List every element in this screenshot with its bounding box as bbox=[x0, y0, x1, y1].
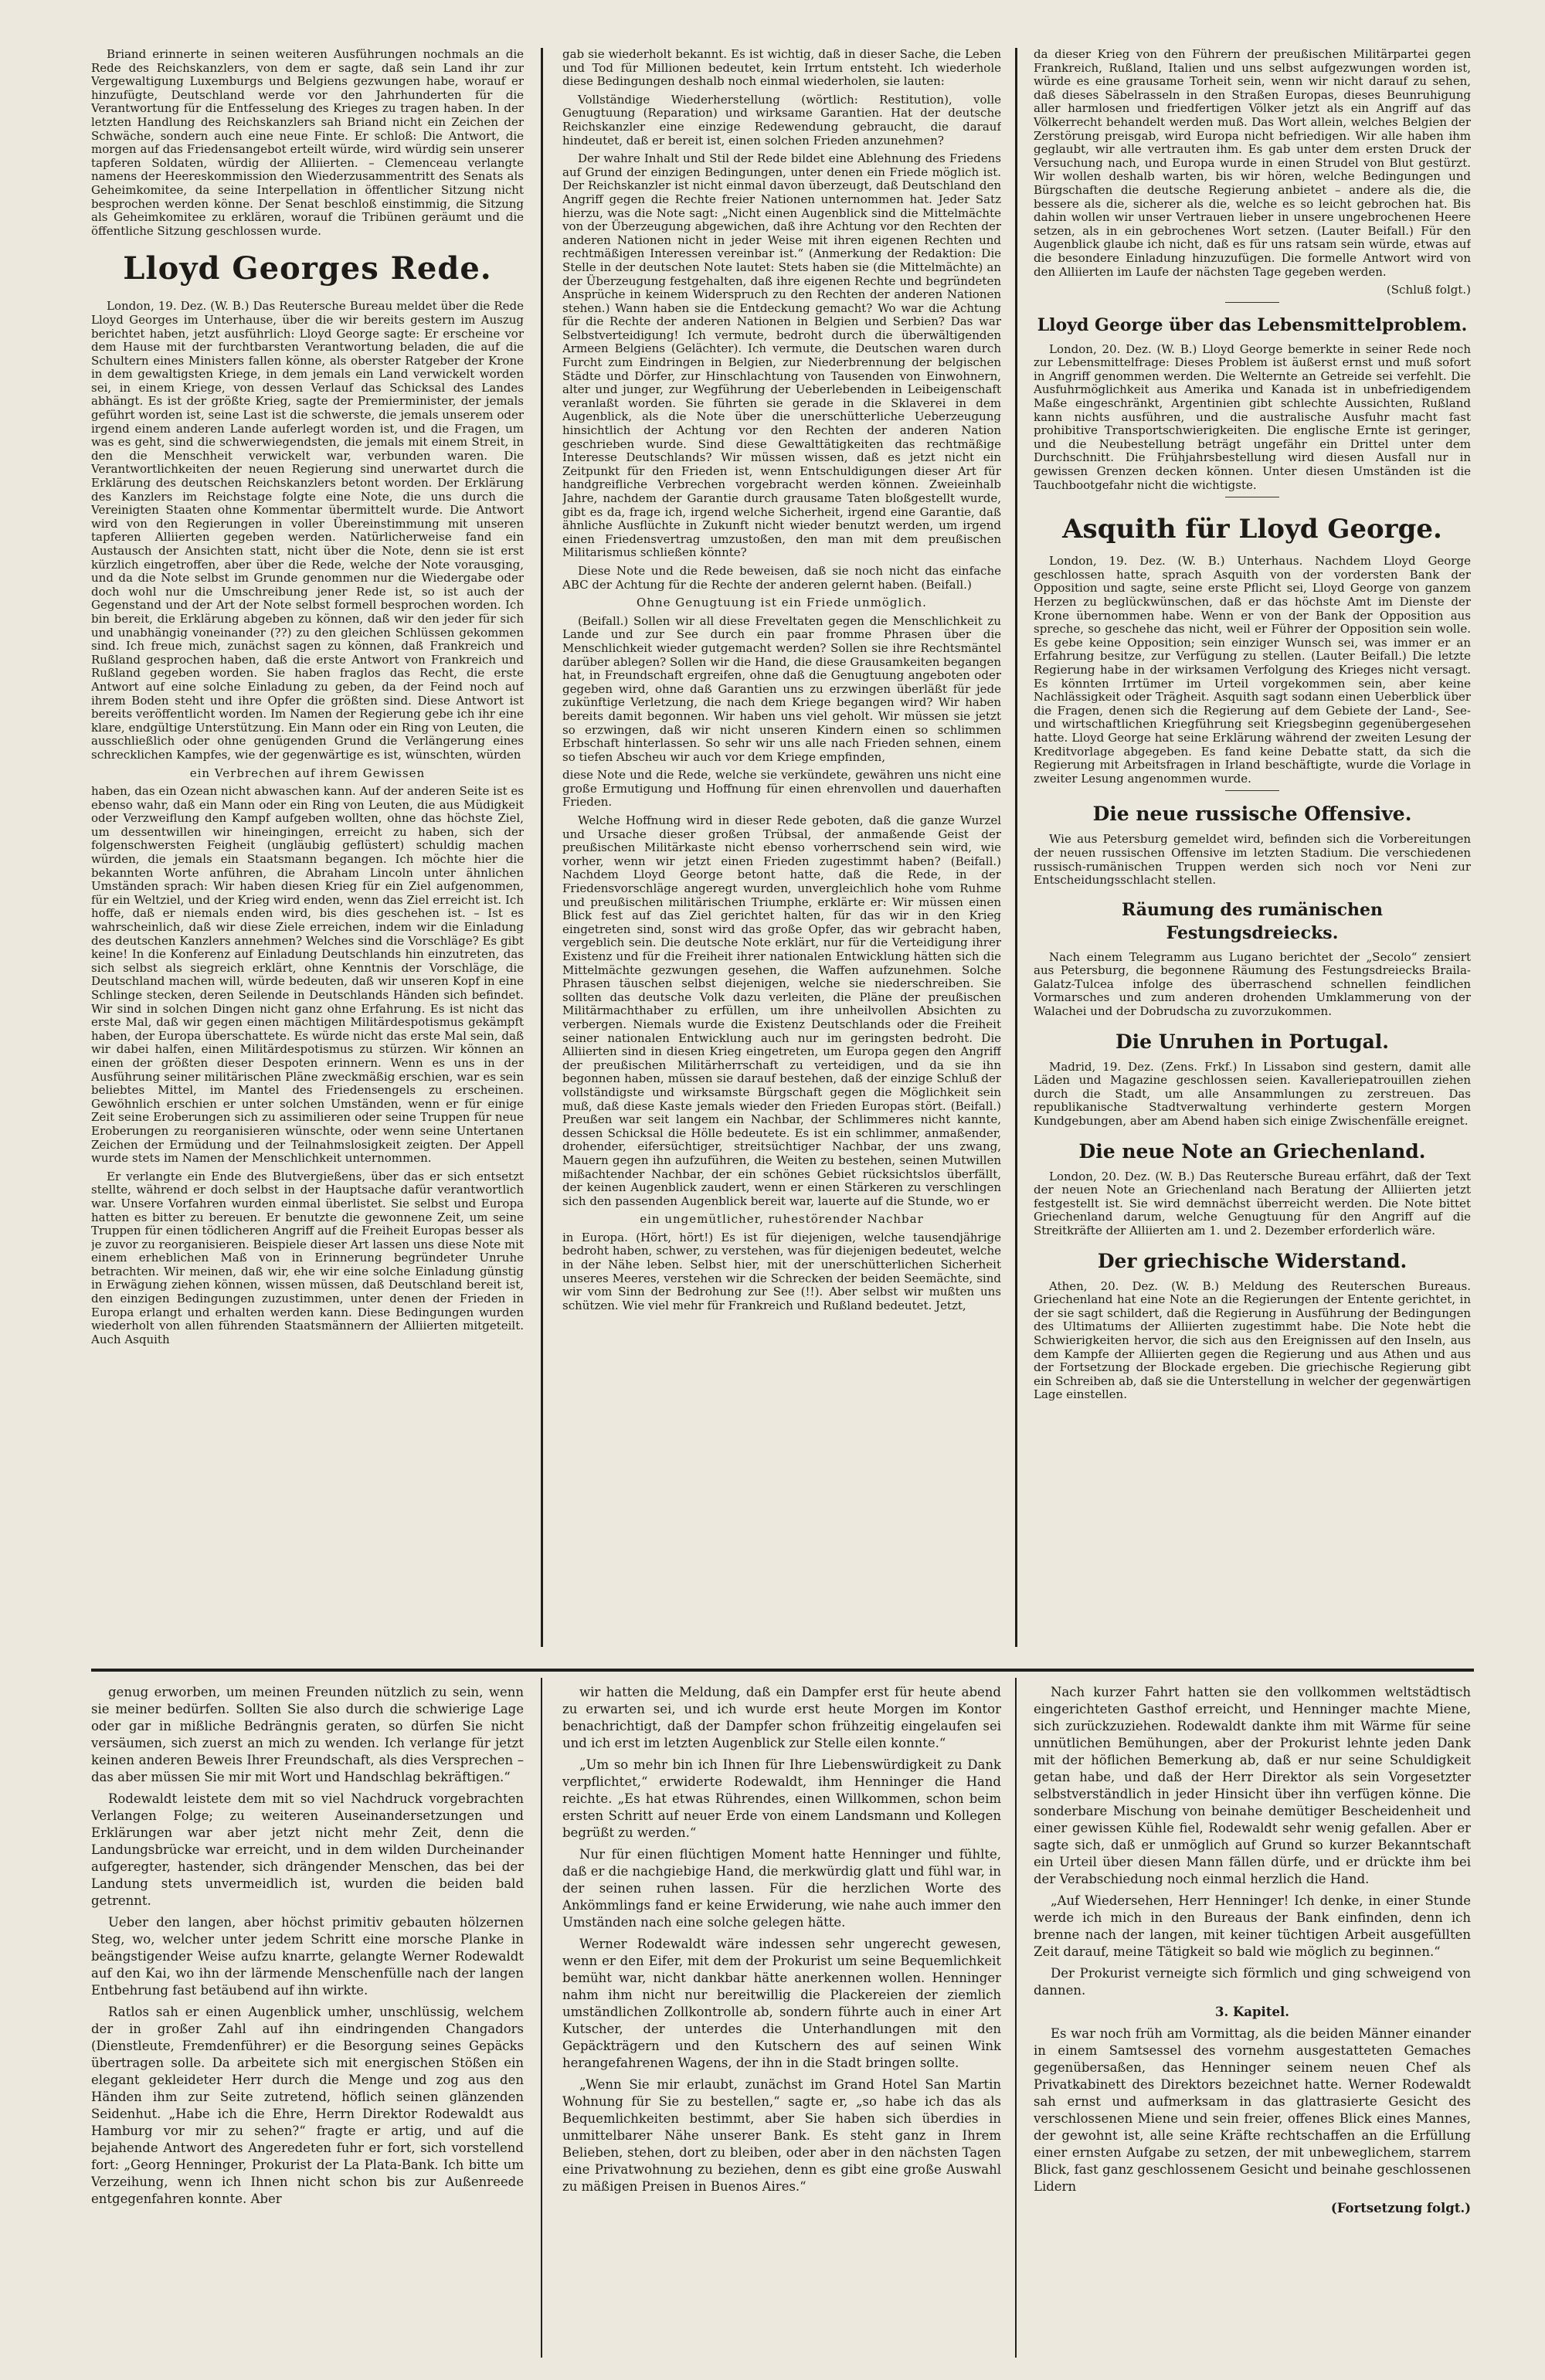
headline-lebensmittelproblem: Lloyd George über das Lebensmittelproblem. bbox=[1037, 314, 1468, 335]
novel-paragraph: Der Prokurist verneigte sich förmlich und ging schweigend von dannen. bbox=[1034, 1966, 1471, 1998]
divider bbox=[1225, 790, 1279, 791]
speech-paragraph: Welche Hoffnung wird in dieser Rede geboten, daß die ganze Wurzel und Ursache dieser großen Trübsal, der anmaßende Geist der preußischen Militärkaste nicht ebenso vorherrschend sein wird, wie vorher, wenn wir jetzt einen Frieden zugestimmt haben? (Beifall.) Nachdem Lloyd George betont hatte, daß die Rede, in der Friedensvorschläge angeregt wurden, unvergleichlich hohe vom Ruhme und preußischen militärischen Triumphe, erklärte er: Wir müssen einen Blick fest auf das Ziel gerichtet halten, für das wir in den Krieg eingetreten sind, sonst wird das große Opfer, das wir gebracht haben, vergeblich sein. Die deutsche Note erklärt, nur für die Verteidigung ihrer Existenz und für die Freiheit ihrer nationalen Entwicklung hätten sich die Mittelmächte gezwungen gesehen, die Waffen aufzunehmen. Solche Phrasen täuschen selbst diejenigen, welche sie niederschreiben. Sie sollten das deutsche Volk dazu verleiten, die Pläne der preußischen Militärmachthaber zu erfüllen, um ihre unheilvollen Absichten zu verbergen. Niemals wurde die Existenz Deutschlands oder die Freiheit seiner nationalen Entwicklung auch nur im geringsten bedroht. Die Alliierten sind in diesen Krieg eingetreten, um Europa gegen den Angriff der preußischen Militärherrschaft zu verteidigen, und da sie ihn begonnen haben, müssen sie darauf bestehen, daß der einzige Schluß der vollständigste und wirksamste Bürgschaft gegen die Möglichkeit sein muß, daß diese Kaste jemals wieder den Frieden Europas stört. (Beifall.) Preußen war seit langem ein Nachbar, der Schlimmeres nicht kannte, dessen Schicksal die Hölle bedeutete. Es ist ein schlimmer, anmaßender, drohender, eifersüchtiger, streitsüchtiger Nachbar, der uns zwang, Mauern gegen ihn aufzuführen, die Weiten zu bestehen, seinen Mutwillen mißachtender Nachbar, der ein schönes Gebiet rücksichtslos überfällt, der keinen Augenblick zaudert, wenn er einen Stärkeren zu verschlingen sich den passenden Augenblick bereit war, lauerte auf die Stunde, wo er bbox=[562, 813, 1001, 1208]
novel-paragraph: Rodewaldt leistete dem mit so viel Nachdruck vorgebrachten Verlangen Folge; zu weiteren Auseinandersetzungen und Erklärungen war aber jetzt nicht mehr Zeit, denn die Landungsbrücke war erreicht, und in dem wilden Durcheinander aufgeregter, hastender, sich drängender Menschen, das bei der Landung stets unvermeidlich ist, wurden die beiden bald getrennt. bbox=[91, 1791, 524, 1908]
novel-rule-left bbox=[541, 1678, 542, 2358]
speech-paragraph: Der wahre Inhalt und Stil der Rede bildet eine Ablehnung des Friedens auf Grund der einzigen Bedingungen, unter denen ein Friede möglich ist. Der Reichskanzler ist nicht einmal davon überzeugt, daß Deutschland den Angriff gegen die Rechte freier Nationen unternommen hat. Jeder Satz hierzu, was die Note sagt: „Nicht einen Augenblick sind die Mittelmächte von der Überzeugung abgewichen, daß ihre Achtung vor den Rechten der anderen Nationen nicht in jeder Weise mit ihren eigenen Rechten und rechtmäßigen Interessen vereinbar ist.“ (Anmerkung der Redaktion: Die Stelle in der deutschen Note lautet: Stets haben sie (die Mittelmächte) an der Überzeugung festgehalten, daß ihre eigenen Rechte und begründeten Ansprüche in keinem Widerspruch zu den Rechten der anderen Nationen stehen.) Wann haben sie die Entdeckung gemacht? Wo war die Achtung für die Rechte der anderen Nationen in Belgien und Serbien? Das war Selbstverteidigung! Ich vermute, bedroht durch die überwältigenden Armeen Belgiens (Gelächter). Ich vermute, die Deutschen waren durch Furcht zum Eindringen in Belgien, zur Niederbrennung der belgischen Städte und Dörfer, zur Hinschlachtung von Tausenden von Einwohnern, alter und junger, zur Wegführung der Ueberlebenden in Leibeigenschaft veranlaßt worden. Sie führten sie gerade in die Sklaverei in dem Augenblick, als die Note über die unerschütterliche Ueberzeugung hinsichtlich der Achtung vor den Rechten der anderen Nation geschrieben wurde. Sind diese Gewalttätigkeiten das rechtmäßige Interesse Deutschlands? Wir müssen wissen, daß es jetzt nicht ein Zeitpunkt für den Frieden ist, wenn Entschuldigungen dieser Art für handgreifliche Verbrechen vorgebracht werden können. Zweieinhalb Jahre, nachdem der Garantie durch grausame Taten bloßgestellt wurde, gibt es da, frage ich, irgend welche Sicherheit, irgend eine Garantie, daß ähnliche Ausflüchte in Zukunft nicht wieder benutzt werden, um irgend einen Friedensvertrag umzustoßen, den man mit dem preußischen Militarismus schließen könnte? bbox=[562, 151, 1001, 560]
novel-paragraph: Ratlos sah er einen Augenblick umher, unschlüssig, welchem der in großer Zahl auf ihn eindringenden Changadors (Dienstleute, Fremdenführer) er die Besorgung seines Gepäcks übertragen solle. Da arbeitete sich mit energischen Stößen ein elegant gekleideter Herr durch die Menge und zog aus den Händen ihm zur Seite zutretend, höflich seinen glänzenden Seidenhut. „Habe ich die Ehre, Herrn Direktor Rodewaldt aus Hamburg vor mir zu sehen?“ fragte er artig, und auf die bejahende Antwort des Angeredeten fuhr er fort, sich vorstellend fort: „Georg Henninger, Prokurist der La Plata-Bank. Ich bitte um Verzeihung, wenn ich Ihnen nicht schon bis zur Außenreede entgegenfahren konnte. Aber bbox=[91, 2005, 524, 2206]
article-paragraph: Madrid, 19. Dez. (Zens. Frkf.) In Lissabon sind gestern, damit alle Läden und Magazine geschlossen seien. Kavalleriepatrouillen ziehen durch die Stadt, um alle Ansammlungen zu zerstreuen. Das republikanische Stadtverwaltung verhinderte gestern Morgen Kundgebungen, aber am Abend haben sich einige Zwischenfälle ereignet. bbox=[1034, 1059, 1471, 1129]
novel-column-1 bbox=[91, 1684, 524, 2348]
headline-griechischer-widerstand: Der griechische Widerstand. bbox=[1097, 1249, 1407, 1272]
column-rule-right bbox=[1015, 48, 1017, 1647]
article-paragraph: London, 19. Dez. (W. B.) Unterhaus. Nachdem Lloyd George geschlossen hatte, sprach Asquith von der vordersten Bank der Opposition und sagte, seine erste Pflicht sei, Lloyd George von ganzem Herzen zu beglückwünschen, daß er das höchste Amt im Dienste der Krone übernommen habe. Wenn er von der Bank der Opposition aus spreche, so geschehe das nicht, weil er Führer der Opposition sein wolle. Es gebe keine Opposition; sein einziger Wunsch sei, was immer er an Erfahrung besitze, zur Verfügung zu stellen. (Lauter Beifall.) Die letzte Regierung habe in der wirksamen Verfolgung des Krieges nicht versagt. Es könnten Irrtümer im Urteil vorgekommen sein, aber keine Nachlässigkeit oder Trägheit. Asquith sagt sodann einen Ueberblick über die Fragen, denen sich die Regierung auf dem Gebiete der Land-, See- und wirtschaftlichen Kriegführung seit Kriegsbeginn gegenübergesehen hatte. Lloyd George hat seine Erklärung während der zweiten Lesung der Kreditvorlage abgegeben. Es fand keine Debatte statt, da sich die Regierung mit Arbeitsfragen in Irland beschäftigte, wurde die Vorlage in zweiter Lesung angenommen wurde. bbox=[1034, 554, 1471, 786]
column-3 bbox=[1034, 48, 1471, 1655]
lloyd-george-paragraph: haben, das ein Ozean nicht abwaschen kann. Auf der anderen Seite ist es ebenso wahr, daß ein Mann oder ein Ring von Leuten, die aus Müdigkeit oder Verzweiflung den Kampf aufgeben wollten, ohne das höchste Ziel, um dessentwillen wir hineingingen, erreicht zu haben, sich der folgenschwersten Feigheit (ungläubig geflüstert) schuldig machen würden, die jemals ein Staatsmann begangen. Ich möchte hier die bekannten Worte anführen, die Abraham Lincoln unter ähnlichen Umständen sprach: Wir haben diesen Krieg für ein Ziel aufgenommen, für ein Weltziel, und der Krieg wird enden, wenn das Ziel erreicht ist. Ich hoffe, daß er niemals enden wird, bis dies geschehen ist. – Ist es wahrscheinlich, daß wir diese Ziele erreichen, indem wir die Einladung des deutschen Kanzlers annehmen? Welches sind die Vorschläge? Es gibt keine! In die Konferenz auf Einladung Deutschlands hin einzutreten, das sich selbst als siegreich erklärt, ohne Kenntnis der Vorschläge, die Deutschland machen will, würde bedeuten, daß wir unseren Kopf in eine Schlinge stecken, deren Seilende in Deutschlands Händen sich befindet. Wir sind in solchen Dingen nicht ganz ohne Erfahrung. Es ist nicht das erste Mal, daß wir gegen einen mächtigen Militärdespotismus gekämpft haben, der Europa überschattete. Es würde nicht das erste Mal sein, daß wir dabei halfen, einen Militärdespotismus zu stürzen. Wir können an einen der größten dieser Despoten erinnern. Wenn es uns in der Ausführung seiner militärischen Pläne zweckmäßig erschien, war es sein beliebtes Mittel, im Mantel des Friedensengels zu erscheinen. Gewöhnlich erschien er unter solchen Umständen, wenn er für einige Zeit seine Eroberungen sich zu assimilieren oder seine Truppen für neue Eroberungen zu reorganisieren wünschte, oder wenn seine Untertanen Zeichen der Ermüdung und der Teilnahmslosigkeit zeigten. Der Appell wurde stets im Namen der Menschlichkeit unternommen. bbox=[91, 784, 524, 1166]
fortsetzung-folgt: (Fortsetzung folgt.) bbox=[1330, 2201, 1471, 2215]
feuilleton-rule bbox=[91, 1669, 1474, 1672]
novel-paragraph: Werner Rodewaldt wäre indessen sehr ungerecht gewesen, wenn er den Eifer, mit dem der Prokurist um seine Bequemlichkeit bemüht war, nicht dankbar hätte anerkennen wollen. Henninger nahm ihm nicht nur bereitwillig die Plackereien der ziemlich umständlichen Zollkontrolle ab, sondern führte auch in einer Art Kutscher, der unterdes die Unterhandlungen mit den Gepäckträgern und den Kutschern des auf seinen Wink herangefahrenen Wagens, der ihn in die Stadt bringen sollte. bbox=[562, 1937, 1001, 2070]
novel-paragraph: Ueber den langen, aber höchst primitiv gebauten hölzernen Steg, wo, welcher unter jedem Schritt eine morsche Planke in beängstigender Weise aufzu knarrte, gelangte Werner Rodewaldt auf den Kai, wo ihn der lärmende Menschenfülle nach der langen Entbehrung fast betäubend auf ihn wirkte. bbox=[91, 1915, 524, 1998]
schluss-folgt: (Schluß folgt.) bbox=[1386, 283, 1471, 297]
novel-paragraph: „Wenn Sie mir erlaubt, zunächst im Grand Hotel San Martin Wohnung für Sie zu bestellen,“ sagte er, „so habe ich das als Bequemlichkeiten bestimmt, aber Sie haben sich überdies in unmittelbarer Nähe unserer Bank. Es steht ganz in Ihrem Belieben, stehen, dort zu bleiben, oder aber in den nächsten Tagen eine Privatwohnung zu beziehen, denn es gibt eine große Auswahl zu mäßigen Preisen in Buenos Aires.“ bbox=[562, 2077, 1001, 2194]
subheading-nachbar: ein ungemütlicher, ruhestörender Nachbar bbox=[640, 1212, 924, 1227]
novel-paragraph: „Auf Wiedersehen, Herr Henninger! Ich denke, in einer Stunde werde ich mich in den Bureaus der Bank einfinden, denn ich brenne nach der langen, mit keiner tüchtigen Arbeit ausgefüllten Zeit darauf, meine Tätigkeit so bald wie möglich zu beginnen.“ bbox=[1034, 1893, 1471, 1959]
headline-lloyd-georges-rede: Lloyd Georges Rede. bbox=[123, 250, 492, 287]
speech-paragraph: in Europa. (Hört, hört!) Es ist für diejenigen, welche tausendjährige bedroht haben, schwer, zu verstehen, was für diejenigen bedeutet, welche in der Nähe leben. Selbst hier, mit der unerschütterlichen Sicherheit unseres Meeres, verstehen wir die Schrecken der beiden Seemächte, sind wir vom Sinn der Bedrohung zur See (!!). Aber selbst wir mußten uns schützen. Wie viel mehr für Frankreich und Rußland bedeutet. Jetzt, bbox=[562, 1230, 1001, 1312]
briand-paragraph: Briand erinnerte in seinen weiteren Ausführungen nochmals an die Rede des Reichskanzlers, von dem er sagte, daß sein Land ihr zur Vergewaltigung Luxemburgs und Belgiens gezwungen habe, worauf er hinzufügte, Deutschland werde vor den Jahrhunderten für die Verantwortung für die Entfesselung des Krieges zu tragen haben. In der letzten Handlung des Reichskanzlers sah Briand nicht ein Zeichen der Schwäche, sondern auch eine neue Finte. Er schloß: Die Antwort, die morgen auf das Friedensangebot erteilt würde, wird würdig sein unserer tapferen Soldaten, würdig der Alliierten. – Clemenceau verlangte namens der Heereskommission den Wiederzusammentritt des Senats als Geheimkomitee, da seine Interpellation in öffentlicher Sitzung nicht besprochen werden könne. Der Senat beschloß einstimmig, die Sitzung als Geheimkomitee zu erklären, worauf die Tribünen geräumt und die öffentliche Sitzung geschlossen wurde. bbox=[91, 48, 524, 238]
speech-paragraph: (Beifall.) Sollen wir all diese Freveltaten gegen die Menschlichkeit zu Lande und zur See durch ein paar fromme Phrasen über die Menschlichkeit wieder gutgemacht werden? Sollen sie ihre Rechtsmäntel darüber ablegen? Sollen wir die Hand, die diese Grausamkeiten begangen hat, in Freundschaft ergreifen, ohne daß die Genugtuung angeboten oder gegeben wird, ohne daß Garantien uns zu erzwingen überläßt für jede zukünftige Verletzung, die nach dem Kriege begangen wird? Wir haben bereits damit begonnen. Wir haben uns viel geholt. Wir müssen sie jetzt so erzwingen, daß wir nicht unseren Kindern einen so schlimmen Erbschaft hinterlassen. So sehr wir uns alle nach Frieden sehnen, einem so tiefen Abscheu wir auch vor dem Kriege empfinden, bbox=[562, 613, 1001, 764]
article-paragraph: Nach einem Telegramm aus Lugano berichtet der „Secolo“ zensiert aus Petersburg, die begonnene Räumung des Festungsdreiecks Braila-Galatz-Tulcea infolge des überraschend schnellen feindlichen Vormarsches und zum anderen drohenden Umklammerung von der Walachei und der Dobrudscha zu zuvorzukommen. bbox=[1034, 949, 1471, 1019]
novel-paragraph: Nur für einen flüchtigen Moment hatte Henninger und fühlte, daß er die nachgiebige Hand, die merkwürdig glatt und fühl war, in der seinen ruhen lassen. Für die herzlichen Worte des Ankömmlings fand er keine Erwiderung, wie nahe auch immer den Umständen nach eine solche gelegen hätte. bbox=[562, 1847, 1001, 1930]
divider bbox=[1225, 302, 1279, 303]
subheading-verbrechen: ein Verbrechen auf ihrem Gewissen bbox=[189, 766, 426, 780]
novel-column-2 bbox=[562, 1684, 1001, 2348]
speech-paragraph: diese Note und die Rede, welche sie verkündete, gewähren uns nicht eine große Ermutigung und Hoffnung für einen ehrenvollen und dauerhaften Frieden. bbox=[562, 768, 1001, 810]
headline-asquith: Asquith für Lloyd George. bbox=[1062, 514, 1442, 545]
article-paragraph: Wie aus Petersburg gemeldet wird, befinden sich die Vorbereitungen der neuen russischen Offensive im letzten Stadium. Die verschiedenen russisch-rumänischen Truppen werden sich noch vor Neni zur Entscheidungsschlacht stellen. bbox=[1034, 832, 1471, 888]
column-2 bbox=[562, 48, 1001, 1655]
novel-paragraph: wir hatten die Meldung, daß ein Dampfer erst für heute abend zu erwarten sei, und ich wurde erst heute Morgen im Kontor benachrichtigt, daß der Dampfer schon frühzeitig eingelaufen sei und ich erst im letzten Augenblick zur Stelle eilen konnte.“ bbox=[562, 1685, 1001, 1750]
speech-paragraph: Diese Note und die Rede beweisen, daß sie noch nicht das einfache ABC der Achtung für die Rechte der anderen gelernt haben. (Beifall.) bbox=[562, 563, 1001, 592]
headline-festungsdreieck: Räumung des rumänischen Festungsdreiecks. bbox=[1121, 899, 1383, 943]
headline-russische-offensive: Die neue russische Offensive. bbox=[1092, 803, 1412, 826]
novel-paragraph: genug erworben, um meinen Freunden nützlich zu sein, wenn sie meiner bedürfen. Sollten Sie also durch die schwierige Lage oder gar in mißliche Bedrängnis geraten, so dürfen Sie nicht versäumen, sich zuerst an mich zu wenden. Ich verlange für jetzt keinen anderen Beweis Ihrer Freundschaft, als dies Versprechen – das aber müssen Sie mir mit Wort und Handschlag bekräftigen.“ bbox=[91, 1685, 524, 1784]
speech-paragraph: da dieser Krieg von den Führern der preußischen Militärpartei gegen Frankreich, Rußland, Italien und uns selbst aufgezwungen worden ist, würde es eine grausame Torheit sein, wenn wir nicht darauf zu sehen, daß dieses Säbelrasseln in den Straßen Europas, dieses Beunruhigung aller harmlosen und friedfertigen Völker jetzt als ein Angriff auf das Völkerrecht behandelt werden muß. Das Wort allein, welches Belgien der Zerstörung preisgab, wird Europa nicht befriedigen. Wir alle haben ihm geglaubt, wir alle vertrauten ihm. Es gab unter dem ersten Druck der Versuchung nach, und Europa wurde in einen Strudel von Blut gestürzt. Wir wollen deshalb warten, bis wir hören, welche Bedingungen und Bürgschaften die deutsche Regierung anbietet – andere als die, die bessere als die, sicherer als die, welche es so leicht gebrochen hat. Bis dahin wollen wir unser Vertrauen lieber in unsere ungebrochenen Heere setzen, als in ein gebrochenes Wort setzen. (Lauter Beifall.) Für den Augenblick glaube ich nicht, daß es für uns ratsam sein würde, etwas auf die besondere Einladung hinzuzufügen. Die formelle Antwort wird von den Alliierten im Laufe der nächsten Tage gegeben werden. bbox=[1034, 48, 1471, 279]
speech-paragraph: Vollständige Wiederherstellung (wörtlich: Restitution), volle Genugtuung (Reparation) und wirksame Garantien. Hat der deutsche Reichskanzler eine einzige Redewendung gebraucht, die darauf hindeutet, daß er bereit ist, einen solchen Frieden anzunehmen? bbox=[562, 92, 1001, 148]
headline-note-griechenland: Die neue Note an Griechenland. bbox=[1078, 1139, 1426, 1163]
chapter-heading: 3. Kapitel. bbox=[1215, 2005, 1289, 2019]
article-paragraph: Athen, 20. Dez. (W. B.) Meldung des Reuterschen Bureaus. Griechenland hat eine Note an die Regierungen der Entente gerichtet, in der sie sagt schildert, daß die Regierung in Ausführung der Bedingungen des Ultimatums der Alliierten zugestimmt habe. Die Note hebt die Schwierigkeiten hervor, die sich aus den Ereignissen auf den Inseln, aus dem Kampfe der Alliierten gegen die Regierung und aus Athen und aus der Fortsetzung der Blockade ergeben. Die griechische Regierung gibt ein Schreiben ab, daß sie die Unterstellung in welcher der gegenwärtigen Lage einstellen. bbox=[1034, 1278, 1471, 1402]
novel-paragraph: Es war noch früh am Vormittag, als die beiden Männer einander in einem Samtsessel des vornehm ausgestatteten Gemaches gegenübersaßen, das Henninger seinem neuen Chef als Privatkabinett des Direktors bezeichnet hatte. Werner Rodewaldt sah ernst und aufmerksam in das glattrasierte Gesicht des verschlossenen Miene und sein freier, offenes Blick eines Mannes, der gewohnt ist, alle seine Kräfte rechtschaffen an die Erfüllung einer ernsten Aufgabe zu setzen, der mit unbeweglichem, starrem Blick, fast ganz geschlossenem Gesicht und beinahe geschlossenen Lidern bbox=[1034, 2026, 1471, 2194]
column-rule-left bbox=[541, 48, 543, 1647]
speech-paragraph: gab sie wiederholt bekannt. Es ist wichtig, daß in dieser Sache, die Leben und Tod für Millionen bedeutet, kein Irrtum entsteht. Ich wiederhole diese Bedingungen deshalb noch einmal wiederholen, sie lauten: bbox=[562, 48, 1001, 89]
article-paragraph: London, 20. Dez. (W. B.) Lloyd George bemerkte in seiner Rede noch zur Lebensmittelfrage: Dieses Problem ist äußerst ernst und muß sofort in Angriff genommen werden. Die Welternte an Getreide sei verfehlt. Die Ausfuhrmöglichkeit aus Amerika und Kanada ist in unbefriedigendem Maße eingeschränkt, Argentinien gibt schlechte Aussichten, Rußland kann nichts ausführen, und die australische Ausfuhr macht fast prohibitive Transportschwierigkeiten. Die englische Ernte ist geringer, und die Neubestellung beträgt ungefähr ein Drittel unter dem Durchschnitt. Die Frühjahrsbestellung wird diesen Ausfall nur in gewissen Grenzen decken können. Unter diesen Umständen ist die Tauchbootgefahr nicht die wichtigste. bbox=[1034, 341, 1471, 492]
novel-rule-right bbox=[1015, 1678, 1017, 2358]
subheading-genugtuung: Ohne Genugtuung ist ein Friede unmöglich. bbox=[637, 596, 927, 610]
novel-column-3 bbox=[1034, 1684, 1471, 2348]
lloyd-george-paragraph: London, 19. Dez. (W. B.) Das Reutersche Bureau meldet über die Rede Lloyd Georges im Unterhause, über die wir bereits gestern im Auszug berichtet haben, jetzt ausführlich: Lloyd George sagte: Er erscheine vor dem Hause mit der furchtbarsten Verantwortung beladen, die auf die Schultern eines Ministers fallen könne, als oberster Ratgeber der Krone in dem gewaltigsten Kriege, in dem jemals ein Land verwickelt worden sei, in einem Kriege, von dessen Verlauf das Schicksal des Landes abhängt. Es ist der größte Krieg, sagte der Premierminister, der jemals geführt worden ist, seine Last ist die schwerste, die jemals unserem oder irgend einem anderen Lande auferlegt worden ist, und die Fragen, um was es geht, sind die schwerwiegendsten, die jemals mit einem Streit, in den die Menschheit verwickelt war, verbunden waren. Die Verantwortlichkeiten der neuen Regierung sind unerwartet durch die Erklärung des deutschen Reichskanzlers betont worden. Der Erklärung des Kanzlers im Reichstage folgte eine Note, die uns durch die Vereinigten Staaten ohne Kommentar übermittelt wurde. Die Antwort wird von den Regierungen in voller Übereinstimmung mit unseren tapferen Alliierten gegeben werden. Natürlicherweise fand ein Austausch der Ansichten statt, nicht über die Note, denn sie ist erst kürzlich eingetroffen, aber über die Rede, welche der Note vorausging, und da die Note selbst im Grunde genommen nur die Wiedergabe oder doch wohl nur die Umschreibung jener Rede ist, so ist auch der Gegenstand und der Art der Note selbst formell besprochen worden. Ich bin bereit, die Erklärung abgeben zu können, daß wir den jeder für sich und unabhängig voneinander (??) zu den gleichen Schlüssen gekommen sind. Ich freue mich, zunächst sagen zu können, daß Frankreich und Rußland gesprochen haben, daß die erste Antwort von Frankreich und Rußland gegeben worden. Sie haben fraglos das Recht, die erste Antwort auf eine solche Einladung zu geben, da der Feind noch auf ihrem Boden steht und ihre Opfer die größten sind. Diese Antwort ist bereits veröffentlicht worden. Im Namen der Regierung gebe ich ihr eine klare, endgültige Unterstützung. Ein Mann oder ein Ring von Leuten, die ausschließlich oder ohne genügenden Grund die Verlängerung eines schrecklichen Kampfes, wie der gegenwärtige es ist, wünschten, würden bbox=[91, 299, 524, 762]
lloyd-george-paragraph: Er verlangte ein Ende des Blutvergießens, über das er sich entsetzt stellte, während er doch selbst in der Hauptsache dafür verantwortlich war. Unsere Vorfahren wurden einmal überlistet. Sie selbst und Europa hatten es bitter zu bereuen. Er benutzte die gewonnene Zeit, um seine Truppen für einen tödlicheren Angriff auf die Freiheit Europas besser als je zuvor zu reorganisieren. Beispiele dieser Art lassen uns diese Note mit einem erheblichen Maß von in Erinnerung begründeter Unruhe betrachten. Wir meinen, daß wir, ehe wir eine solche Einladung günstig in Erwägung ziehen können, wissen müssen, daß Deutschland bereit ist, den einzigen Bedingungen zuzustimmen, unter denen der Frieden in Europa erlangt und erhalten werden kann. Diese Bedingungen wurden wiederholt von allen führenden Staatsmännern der Alliierten mitgeteilt. Auch Asquith bbox=[91, 1169, 524, 1346]
headline-portugal: Die Unruhen in Portugal. bbox=[1115, 1030, 1390, 1053]
article-paragraph: London, 20. Dez. (W. B.) Das Reutersche Bureau erfährt, daß der Text der neuen Note an Griechenland nach Beratung der Alliierten jetzt festgestellt ist. Sie wird demnächst überreicht werden. Die Note bittet Griechenland darum, welche Genugtuung für den Angriff auf die Streitkräfte der Alliierten am 1. und 2. Dezember erforderlich wäre. bbox=[1034, 1169, 1471, 1238]
novel-paragraph: „Um so mehr bin ich Ihnen für Ihre Liebenswürdigkeit zu Dank verpflichtet,“ erwiderte Rodewaldt, ihm Henninger die Hand reichte. „Es hat etwas Rührendes, einen Willkommen, schon beim ersten Schritt auf neuer Erde von einem Landsmann und Kollegen begrüßt zu werden.“ bbox=[562, 1757, 1001, 1840]
novel-paragraph: Nach kurzer Fahrt hatten sie den vollkommen weltstädtisch eingerichteten Gasthof erreicht, und Henninger machte Miene, sich zurückzuziehen. Rodewaldt dankte ihm mit Wärme für seine unnütlichen Bemühungen, aber der Prokurist lehnte jeden Dank mit der höflichen Bemerkung ab, daß er nur seine Schuldigkeit getan habe, und daß der Herr Direktor als sein Vorgesetzter selbstverständlich in jeder Hinsicht über ihn verfügen könne. Die sonderbare Mischung von beinahe demütiger Bescheidenheit und einer gewissen Kühle fiel, Rodewaldt sehr wenig gefallen. Aber er sagte sich, daß er unmöglich auf Grund so kurzer Bekanntschaft ein Urteil über diesen Mann fällen dürfe, und er drückte ihm bei der Verabschiedung noch einmal herzlich die Hand. bbox=[1034, 1685, 1471, 1886]
column-1 bbox=[91, 48, 524, 1655]
